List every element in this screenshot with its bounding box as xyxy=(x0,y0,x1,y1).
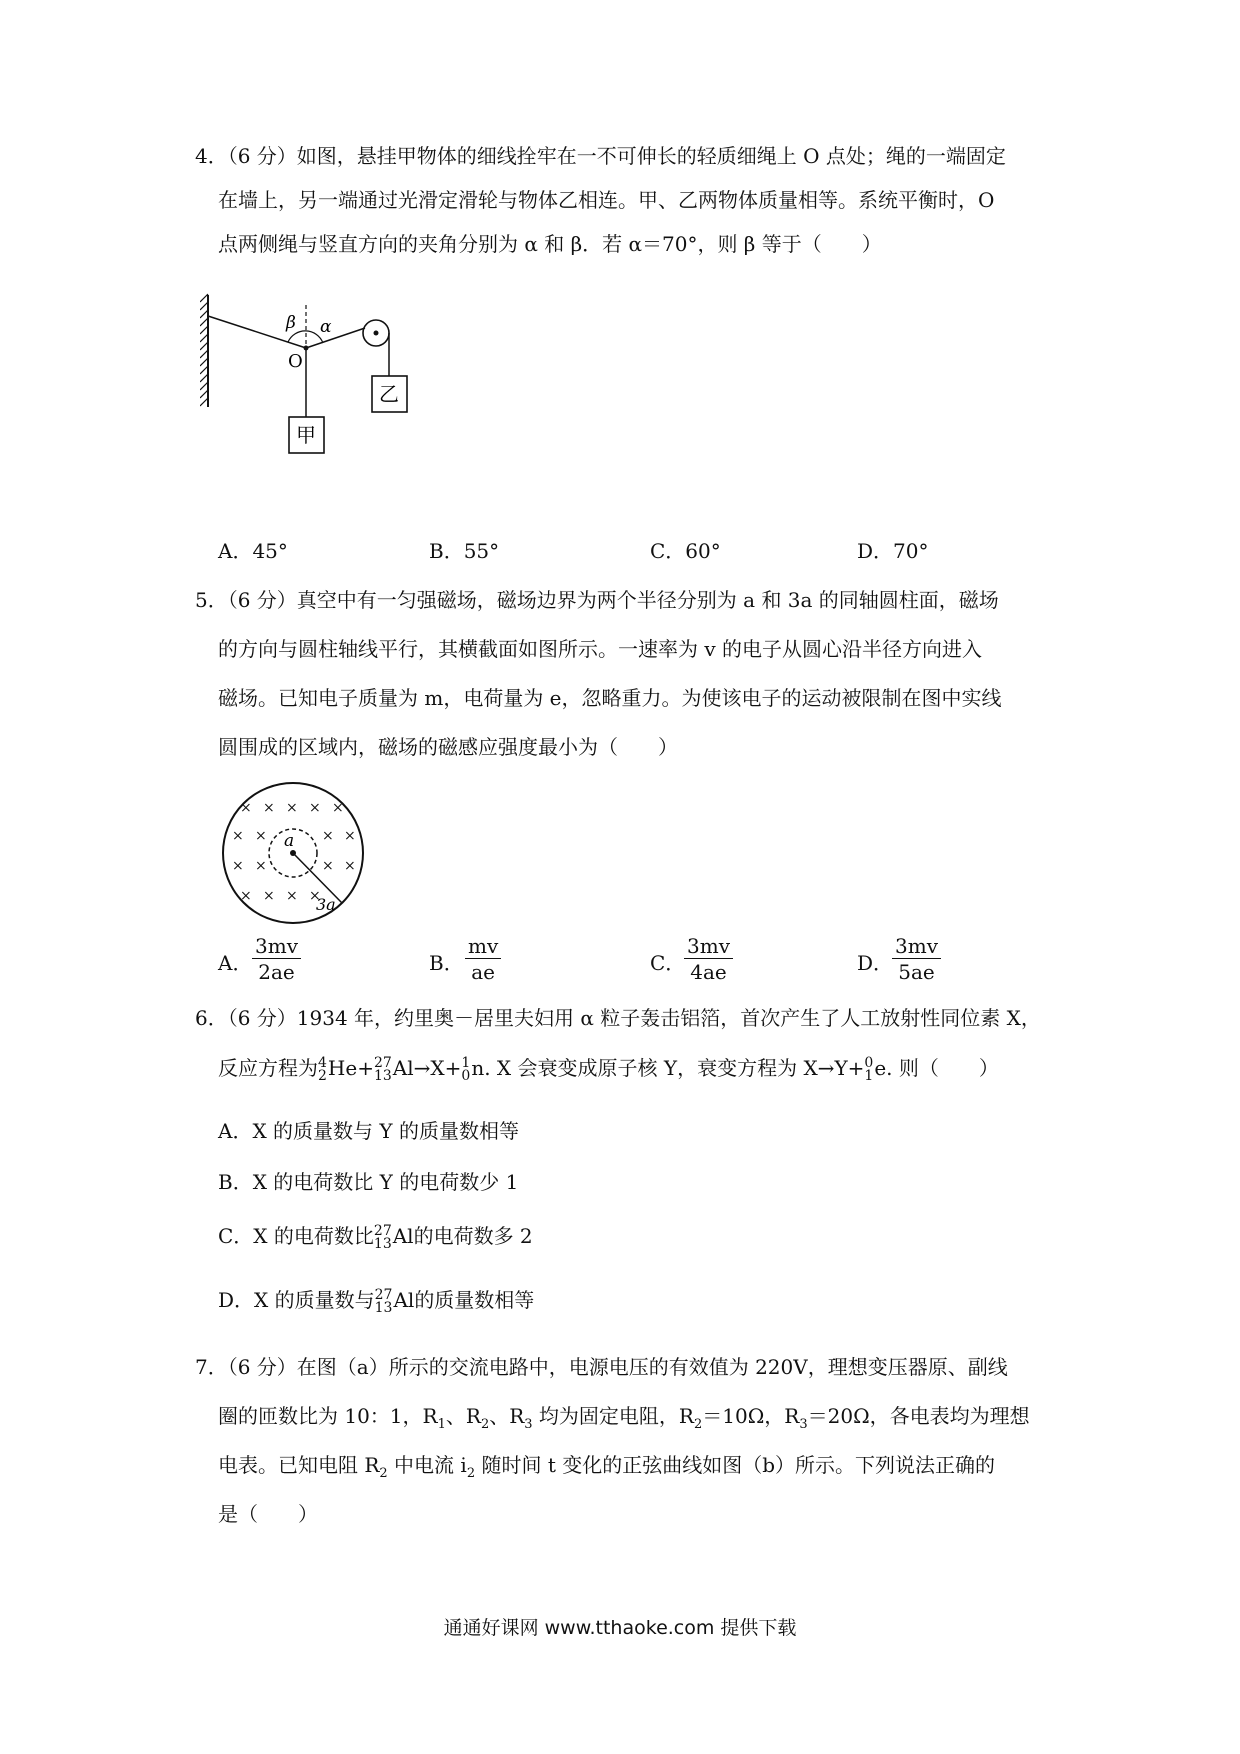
q5-figure xyxy=(218,778,368,928)
page-footer: 通通好课网 www.tthaoke.com 提供下载 xyxy=(443,1617,797,1639)
q6-option-d: D．X 的质量数与 27 13 Al的质量数相等 xyxy=(218,1287,535,1316)
q6-text-decay: . X 会衰变成原子核 Y，衰变方程为 X→Y+ xyxy=(484,1056,865,1080)
jia-label: 甲 xyxy=(296,423,316,447)
q4-line-1: 4．（6 分）如图，悬挂甲物体的细线拴牢在一不可伸长的轻质细绳上 O 点处；绳的一端固定 xyxy=(195,144,1006,168)
fraction-numerator: 3mv xyxy=(892,934,941,959)
symbol-he: He xyxy=(327,1056,358,1080)
symbol-al: Al xyxy=(392,1056,414,1080)
q6-line-1: 6．（6 分）1934 年，约里奥－居里夫妇用 α 粒子轰击铝箔，首次产生了人工放射性同位素 X， xyxy=(195,1006,1041,1030)
q5-option-d-fraction xyxy=(892,934,941,985)
alpha-label: α xyxy=(320,317,332,337)
q6-line-2 xyxy=(218,1053,999,1083)
q4-option-d: D．70° xyxy=(857,539,929,563)
fraction-numerator: 3mv xyxy=(252,934,301,959)
q5-option-b-letter: B． xyxy=(429,951,464,975)
rope-to-pulley xyxy=(306,328,365,348)
svg-text:×: × xyxy=(344,858,356,874)
svg-text:×: × xyxy=(344,828,356,844)
fraction-denominator: 5ae xyxy=(898,960,935,984)
svg-text:×: × xyxy=(240,888,252,904)
q4-option-c: C．60° xyxy=(650,539,721,563)
isotope-al: 27 13 xyxy=(373,1055,392,1084)
q5-line-2: 的方向与圆柱轴线平行，其横截面如图所示。一速率为 v 的电子从圆心沿半径方向进入 xyxy=(218,637,983,661)
svg-text:×: × xyxy=(309,888,321,904)
fraction-denominator: 2ae xyxy=(258,960,295,984)
reaction-arrow: →X+ xyxy=(413,1056,462,1080)
outer-radius-label: 3a xyxy=(316,895,336,914)
fraction-numerator: mv xyxy=(465,934,501,959)
svg-text:×: × xyxy=(263,888,275,904)
symbol-n: n xyxy=(471,1056,485,1080)
pulley-axle xyxy=(374,331,379,336)
fraction-denominator: 4ae xyxy=(690,960,727,984)
isotope-al: 27 13 xyxy=(373,1223,392,1252)
svg-text:×: × xyxy=(255,858,267,874)
svg-text:×: × xyxy=(255,828,267,844)
q6-option-c: C．X 的电荷数比 27 13 Al的电荷数多 2 xyxy=(218,1223,533,1252)
isotope-n: 1 0 xyxy=(461,1055,471,1084)
beta-label: β xyxy=(286,313,296,333)
q5-option-a-letter: A． xyxy=(218,951,253,975)
isotope-al: 27 13 xyxy=(374,1287,393,1316)
q4-line-2: 在墙上，另一端通过光滑定滑轮与物体乙相连。甲、乙两物体质量相等。系统平衡时，O xyxy=(218,188,995,212)
q5-line-1: 5．（6 分）真空中有一匀强磁场，磁场边界为两个半径分别为 a 和 3a 的同轴圆柱面，磁场 xyxy=(195,588,999,612)
isotope-e: 0 1 xyxy=(864,1055,874,1084)
point-o xyxy=(304,346,309,351)
isotope-he: 4 2 xyxy=(318,1055,327,1084)
q4-option-b: B．55° xyxy=(429,539,500,563)
svg-text:×: × xyxy=(322,858,334,874)
yi-label: 乙 xyxy=(379,382,399,406)
svg-text:×: × xyxy=(240,800,252,816)
inner-radius-label: a xyxy=(284,831,295,851)
svg-text:×: × xyxy=(309,800,321,816)
q7-line-1: 7．（6 分）在图（a）所示的交流电路中，电源电压的有效值为 220V，理想变压器原、副线 xyxy=(195,1355,1008,1379)
o-label: O xyxy=(288,351,303,372)
q5-line-4: 圆围成的区域内，磁场的磁感应强度最小为（ ） xyxy=(218,735,678,759)
q6-option-a: A．X 的质量数与 Y 的质量数相等 xyxy=(218,1119,519,1143)
q6-option-b: B．X 的电荷数比 Y 的电荷数少 1 xyxy=(218,1170,519,1194)
q4-line-3: 点两侧绳与竖直方向的夹角分别为 α 和 β．若 α＝70°，则 β 等于（ ） xyxy=(218,232,882,256)
q5-option-a-fraction xyxy=(252,934,301,985)
q7-line-4: 是（ ） xyxy=(218,1502,318,1526)
q5-option-d-letter: D． xyxy=(857,951,894,975)
svg-text:×: × xyxy=(332,800,344,816)
q4-figure xyxy=(200,290,460,515)
svg-text:×: × xyxy=(286,888,298,904)
q4-option-a: A．45° xyxy=(218,539,288,563)
q5-line-3: 磁场。已知电子质量为 m，电荷量为 e，忽略重力。为使该电子的运动被限制在图中实线 xyxy=(218,686,1002,710)
q5-option-b-fraction xyxy=(465,934,501,985)
plus-sign: + xyxy=(357,1056,374,1080)
svg-text:×: × xyxy=(232,858,244,874)
wall-hatching xyxy=(200,294,208,406)
svg-text:×: × xyxy=(322,828,334,844)
svg-text:×: × xyxy=(232,828,244,844)
q7-line-2: 圈的匝数比为 10：1，$R_1$、$R_2$、$R_3$ 均为固定电阻，$R_2=10\Omega$，$R_3=20\Omega$，各电表均为理想 xyxy=(218,1404,1030,1432)
q5-option-c-letter: C． xyxy=(650,951,686,975)
svg-text:×: × xyxy=(263,800,275,816)
fraction-numerator: 3mv xyxy=(684,934,733,959)
fraction-denominator: ae xyxy=(471,960,496,984)
q5-option-c-fraction xyxy=(684,934,733,985)
q7-line-3: 电表。已知电阻 $R_2$ 中电流 $i_2$ 随时间 t 变化的正弦曲线如图（b）所示。下列说法正确的 xyxy=(218,1453,996,1481)
q6-text-end: . 则（ ） xyxy=(886,1056,999,1080)
q6-text-reaction: 反应方程为 xyxy=(218,1056,318,1080)
svg-text:×: × xyxy=(286,800,298,816)
symbol-e: e xyxy=(874,1056,887,1080)
